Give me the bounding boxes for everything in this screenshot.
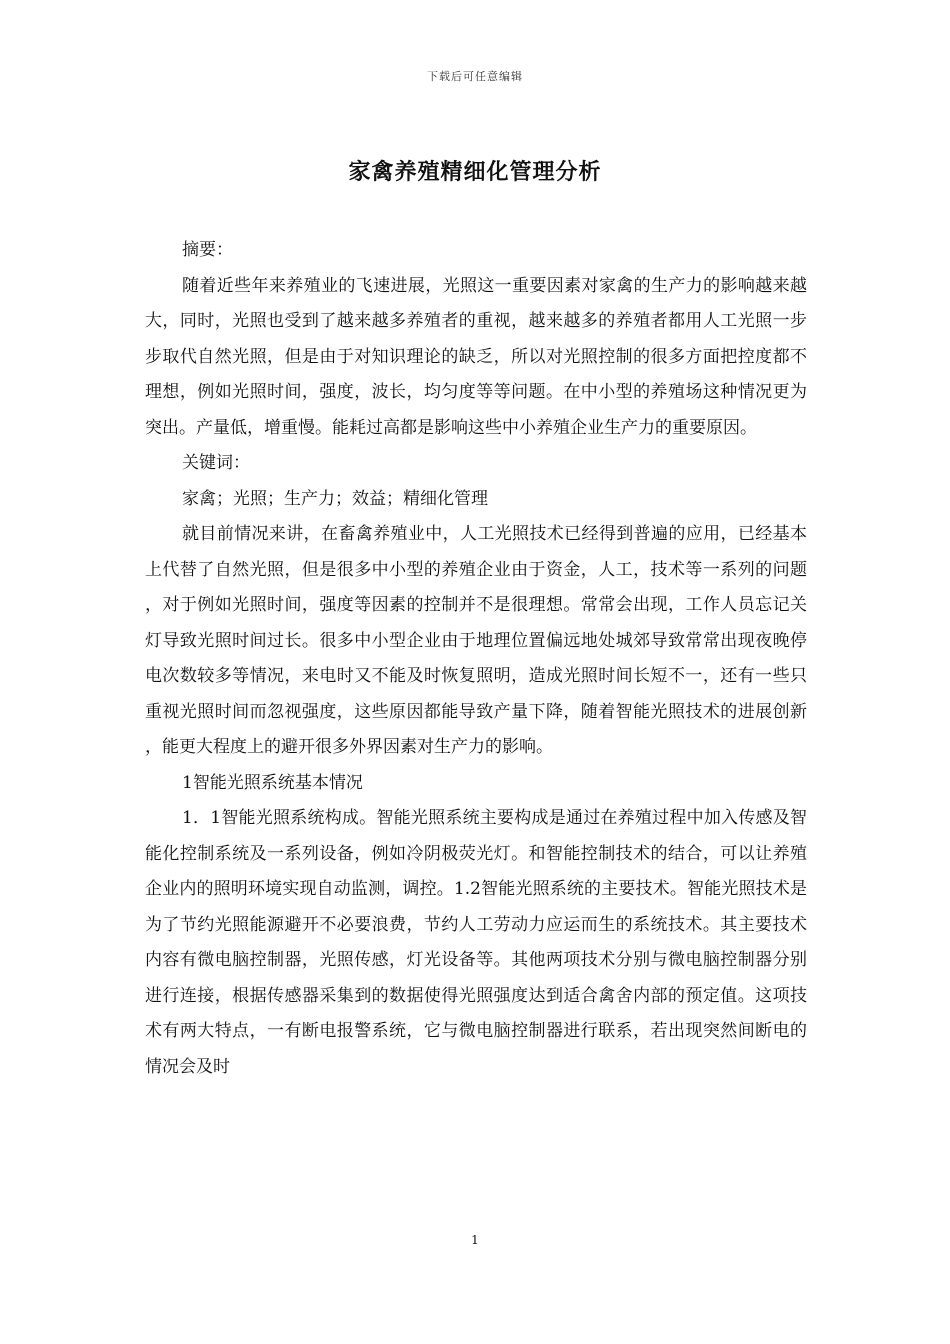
page-header-note: 下载后可任意编辑 (427, 70, 523, 83)
intro-paragraph: 就目前情况来讲，在畜禽养殖业中，人工光照技术已经得到普遍的应用，已经基本上代替了自然光照，但是很多中小型的养殖企业由于资金，人工，技术等一系列的问题，对于例如光照时间，强度等因素的控制并不是很理想。常常会出现，工作人员忘记关灯导致光照时间过长。很多中小型企业由于地理位置偏远地处城郊导致常常出现夜晚停电次数较多等情况，来电时又不能及时恢复照明，造成光照时间长短不一，还有一些只重视光照时间而忽视强度，这些原因都能导致产量下降，随着智能光照技术的进展创新，能更大程度上的避开很多外界因素对生产力的影响。 (145, 524, 807, 757)
keywords-heading: 关键词： (182, 453, 250, 473)
section-heading-1: 1智能光照系统基本情况 (182, 772, 363, 793)
page-number: 1 (471, 1233, 479, 1247)
section-1-paragraph: 1．1智能光照系统构成。智能光照系统主要构成是通过在养殖过程中加入传感及智能化控制系统及一系列设备，例如冷阴极荧光灯。和智能控制技术的结合，可以让养殖企业内的照明环境实现自动监测，调控。1.2智能光照系统的主要技术。智能光照技术是为了节约光照能源避开不必要浪费，节约人工劳动力应运而生的系统技术。其主要技术内容有微电脑控制器，光照传感，灯光设备等。其他两项技术分别与微电脑控制器分别进行连接，根据传感器采集到的数据使得光照强度达到适合禽舍内部的预定值。这项技术有两大特点，一有断电报警系统，它与微电脑控制器进行联系，若出现突然间断电的情况会及时 (145, 808, 807, 1077)
document-title: 家禽养殖精细化管理分析 (348, 159, 602, 185)
abstract-heading: 摘要： (182, 240, 233, 260)
keywords-list: 家禽；光照；生产力；效益；精细化管理 (182, 488, 488, 509)
abstract-paragraph: 随着近些年来养殖业的飞速进展，光照这一重要因素对家禽的生产力的影响越来越大，同时，光照也受到了越来越多养殖者的重视，越来越多的养殖者都用人工光照一步步取代自然光照，但是由于对知识理论的缺乏，所以对光照控制的很多方面把控度都不理想，例如光照时间，强度，波长，均匀度等等问题。在中小型的养殖场这种情况更为突出。产量低，增重慢。能耗过高都是影响这些中小养殖企业生产力的重要原因。 (145, 275, 807, 438)
document-body (145, 233, 807, 1085)
